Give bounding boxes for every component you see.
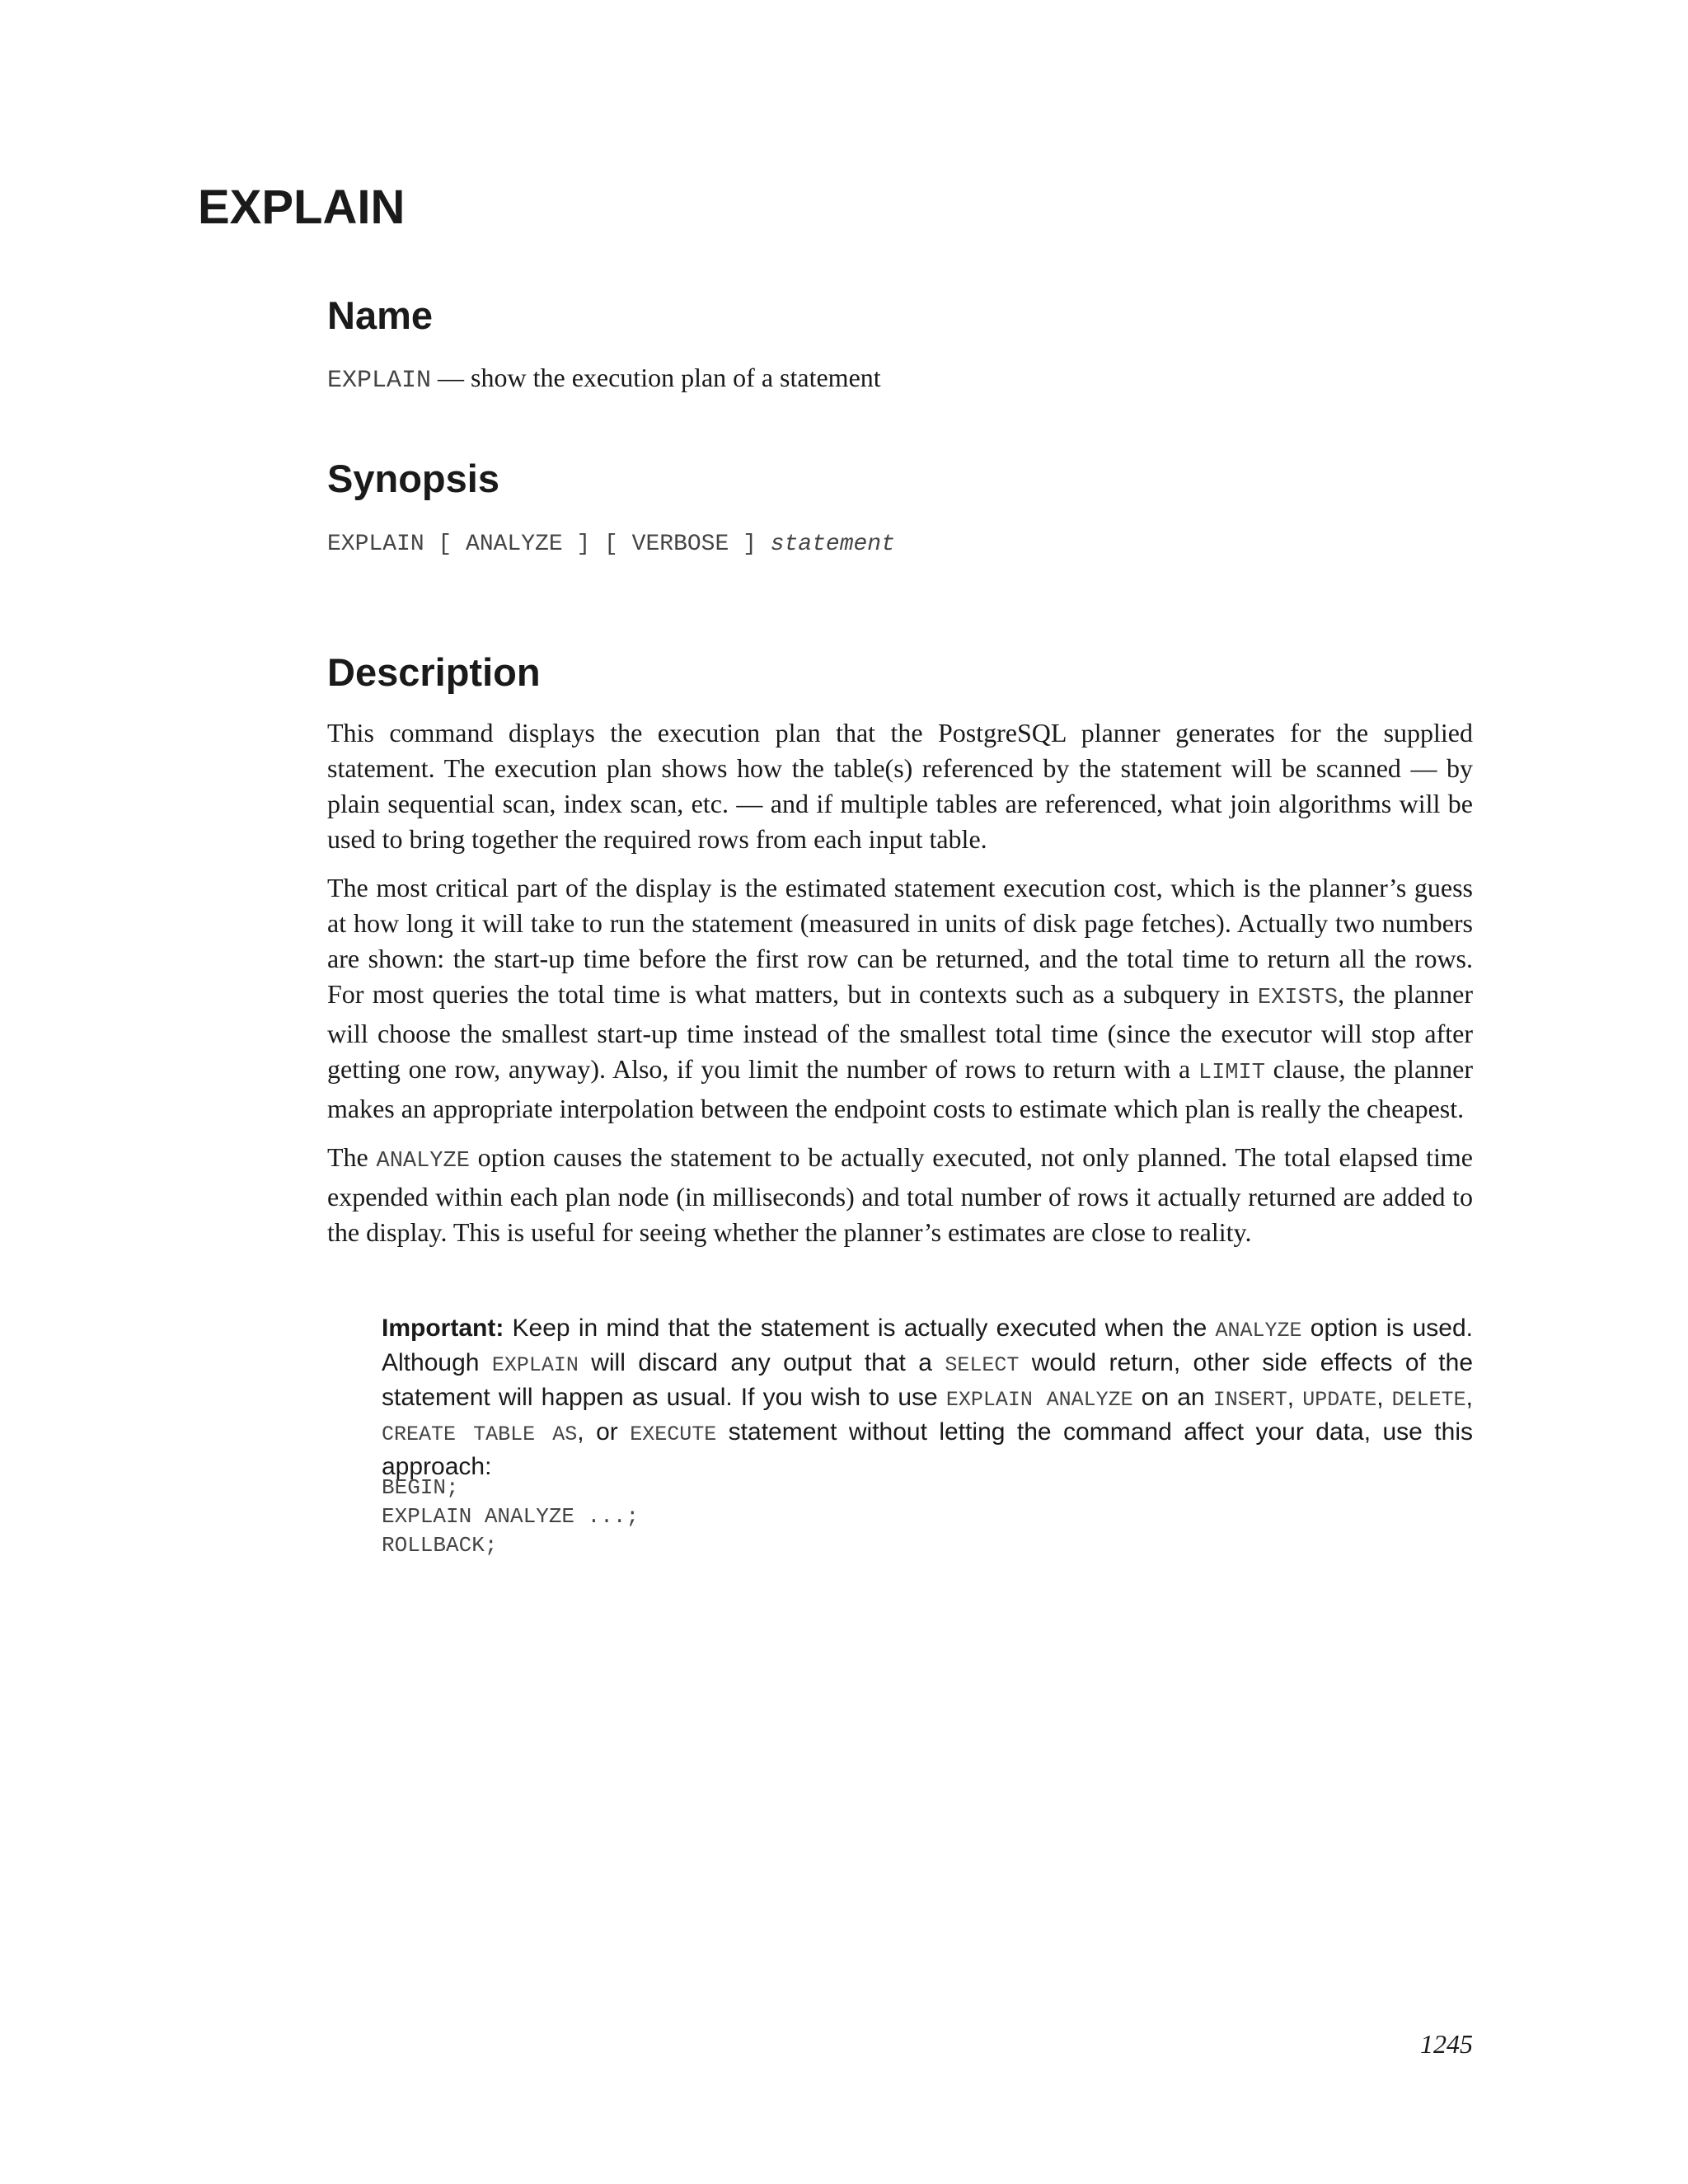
important-text-2: option is used. Although [382,1315,1474,1376]
p3-code-analyze: ANALYZE [376,1149,470,1174]
synopsis-placeholder: statement [770,532,895,557]
important-label: Important: [382,1315,504,1342]
name-description: — show the execution plan of a statement [431,363,881,392]
important-text-10: statement without letting the command affect your data, use this approach: [382,1418,1473,1480]
synopsis-syntax [327,532,895,557]
page-title: EXPLAIN [198,180,406,234]
description-heading: Description [327,650,541,694]
important-code-4: EXPLAIN ANALYZE [945,1388,1133,1412]
important-text-4: would return, other side effects of the statement will happen as usual. If you wish to use [382,1349,1474,1411]
name-line [327,360,881,399]
description-paragraph-1: This command displays the execution plan that the PostgreSQL planner generates for the supplied statement. The execution plan shows how the table(s) referenced by the statement will be scanned — by plain sequential scan, index scan, etc. — and if multiple tables are referenced, what join algorithms will be used to bring together the required rows from each input table. [327,718,1473,854]
name-command: EXPLAIN [327,367,432,395]
synopsis-heading: Synopsis [327,457,499,500]
name-heading: Name [327,293,434,337]
code-example: BEGIN; EXPLAIN ANALYZE ...; ROLLBACK; [382,1475,640,1558]
description-paragraph-3 [327,1140,1473,1250]
p2-text-c: clause, the planner makes an appropriate interpolation between the endpoint costs to estimate which plan is really the cheapest. [327,1054,1474,1123]
p3-text-b: option causes the statement to be actually executed, not only planned. The total elapsed time expended within each plan node (in milliseconds) and total number of rows it actually returned are added to the display. This is useful for seeing whether the planner’s estimates are close to reality. [327,1142,1474,1247]
important-code-3: SELECT [945,1353,1020,1377]
description-body [327,715,1473,1263]
important-code-9: EXECUTE [630,1422,717,1446]
synopsis-command: EXPLAIN [ ANALYZE ] [ VERBOSE ] [327,532,771,557]
important-paragraph [382,1312,1473,1483]
p2-text-b: , the planner will choose the smallest start-up time instead of the smallest total time (since the executor will stop after getting one row, anyway). Also, if you limit the number of rows to return with a [327,979,1474,1084]
important-code-2: EXPLAIN [491,1353,579,1377]
important-code-7: DELETE [1391,1388,1466,1412]
important-text-6: , [1287,1384,1303,1411]
important-text-3: will discard any output that a [578,1349,945,1376]
p2-text-a: The most critical part of the display is the estimated statement execution cost, which is the planner’s guess at how long it will take to run the statement (measured in units of disk page fetches). Actually two numbers are shown: the start-up time before the first row can be returned, and the total time to return all the rows. For most queries the total time is what matters, but in contexts such as a subquery in [327,873,1473,1009]
page-number: 1245 [1420,2029,1473,2059]
important-text-9: , or [577,1418,631,1446]
important-text-1: Keep in mind that the statement is actually executed when the [504,1315,1216,1342]
important-note [382,1312,1473,1483]
p3-text-a: The [327,1142,377,1172]
important-code-5: INSERT [1212,1388,1287,1412]
important-text-7: , [1376,1384,1392,1411]
p2-code-exists: EXISTS [1257,986,1339,1010]
important-code-1: ANALYZE [1215,1319,1302,1343]
important-text-5: on an [1132,1384,1213,1411]
p2-code-limit: LIMIT [1198,1061,1265,1085]
important-text-8: , [1465,1384,1474,1411]
description-paragraph-2 [327,870,1473,1127]
important-code-8: CREATE TABLE AS [382,1422,578,1446]
important-code-6: UPDATE [1302,1388,1377,1412]
